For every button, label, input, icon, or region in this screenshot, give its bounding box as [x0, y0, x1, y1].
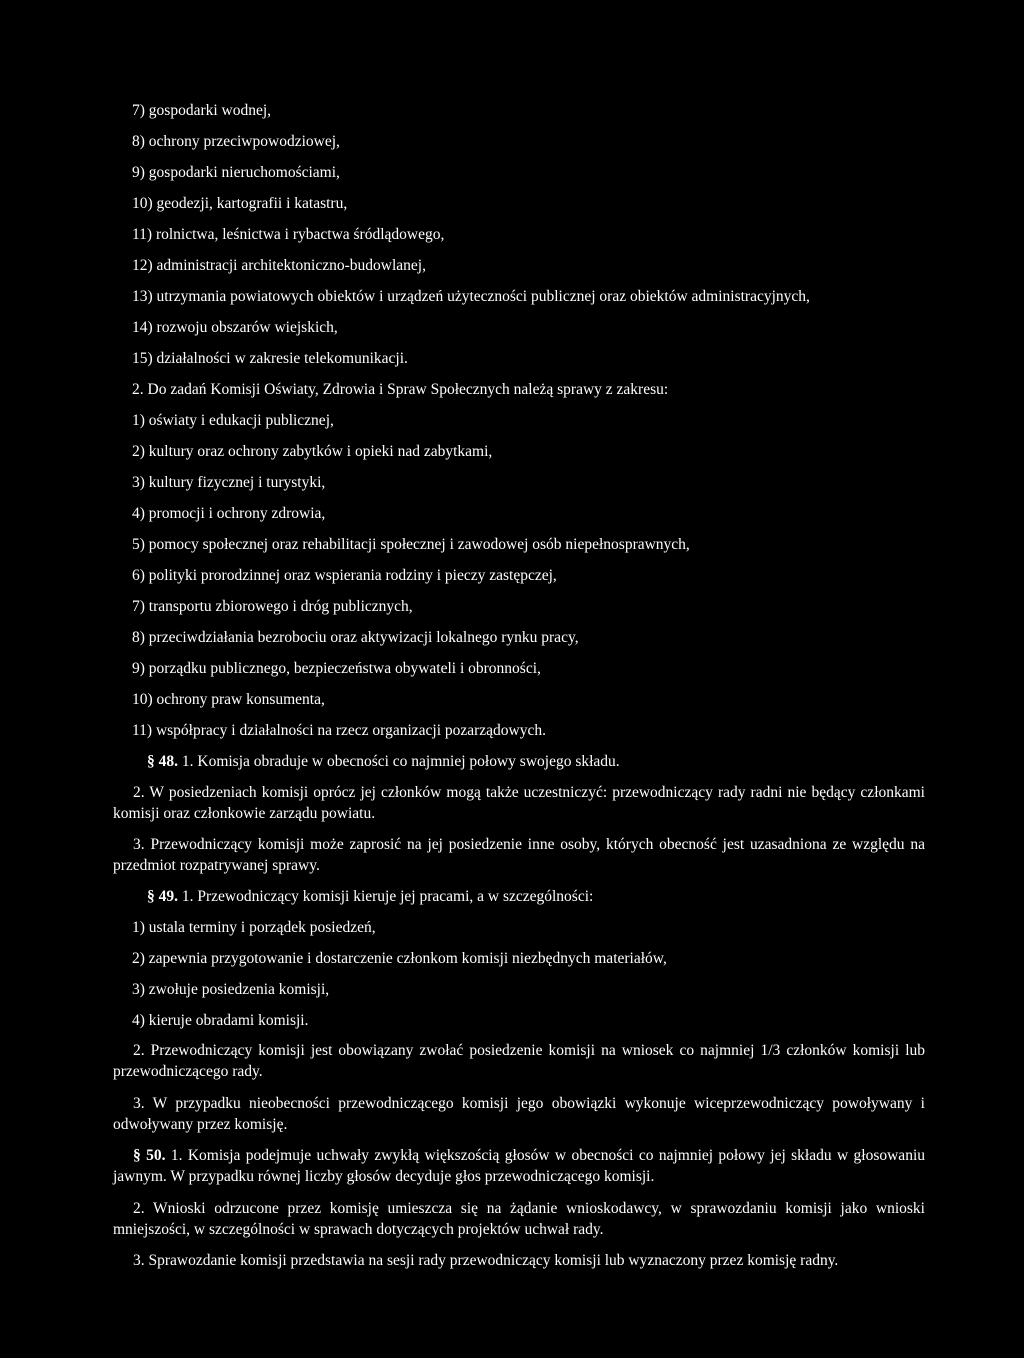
list-item: 1) ustala terminy i porządek posiedzeń,: [132, 919, 376, 936]
paragraph-intro: 2. Do zadań Komisji Oświaty, Zdrowia i Spraw Społecznych należą sprawy z zakresu:: [132, 381, 669, 398]
section-sign: § 49.: [147, 888, 178, 905]
list-item: 10) geodezji, kartografii i katastru,: [132, 195, 348, 212]
list-item: 15) działalności w zakresie telekomunikacji.: [132, 350, 408, 367]
section-50-paragraph-1: [113, 1145, 925, 1187]
list-item: 7) transportu zbiorowego i dróg publicznych,: [132, 598, 413, 615]
list-item: 12) administracji architektoniczno-budowlanej,: [132, 257, 426, 274]
list-item: 9) gospodarki nieruchomościami,: [132, 164, 340, 181]
section-49-paragraph-2: 2. Przewodniczący komisji jest obowiązany zwołać posiedzenie komisji na wniosek co najmniej 1/3 członków komisji lub przewodniczącego rady.: [113, 1042, 925, 1080]
section-48-paragraph-3: 3. Przewodniczący komisji może zaprosić na jej posiedzenie inne osoby, których obecność jest uzasadniona ze względu na przedmiot rozpatrywanej sprawy.: [113, 836, 925, 874]
list-item: 9) porządku publicznego, bezpieczeństwa obywateli i obronności,: [132, 660, 541, 677]
list-item: 10) ochrony praw konsumenta,: [132, 691, 325, 708]
list-item: 7) gospodarki wodnej,: [132, 102, 272, 119]
section-sign: § 50.: [133, 1147, 166, 1164]
list-item: 5) pomocy społecznej oraz rehabilitacji społecznej i zawodowej osób niepełnosprawnych,: [132, 536, 690, 553]
paragraph-text: 1. Komisja obraduje w obecności co najmniej połowy swojego składu.: [178, 753, 620, 770]
list-item: 14) rozwoju obszarów wiejskich,: [132, 319, 338, 336]
section-48-paragraph-1: [147, 753, 620, 771]
list-item: 8) przeciwdziałania bezrobociu oraz aktywizacji lokalnego rynku pracy,: [132, 629, 579, 646]
section-49-paragraph-1: [147, 888, 593, 906]
paragraph-text: 1. Przewodniczący komisji kieruje jej pracami, a w szczególności:: [178, 888, 594, 905]
section-50-paragraph-3: 3. Sprawozdanie komisji przedstawia na sesji rady przewodniczący komisji lub wyznaczony przez komisję radny.: [133, 1252, 839, 1269]
section-sign: § 48.: [147, 753, 178, 770]
list-item: 4) promocji i ochrony zdrowia,: [132, 505, 326, 522]
list-item: 3) kultury fizycznej i turystyki,: [132, 474, 326, 491]
list-item: 4) kieruje obradami komisji.: [132, 1012, 309, 1029]
list-item: 8) ochrony przeciwpowodziowej,: [132, 133, 340, 150]
paragraph-text: 1. Komisja podejmuje uchwały zwykłą większością głosów w obecności co najmniej połowy jej składu w głosowaniu jawnym. W przypadku równej liczby głosów decyduje głos przewodniczącego komisji.: [113, 1147, 925, 1185]
list-item: 1) oświaty i edukacji publicznej,: [132, 412, 334, 429]
list-item: 2) zapewnia przygotowanie i dostarczenie członkom komisji niezbędnych materiałów,: [132, 950, 667, 967]
list-item: 6) polityki prorodzinnej oraz wspierania rodziny i pieczy zastępczej,: [132, 567, 557, 584]
list-item: 11) współpracy i działalności na rzecz organizacji pozarządowych.: [132, 722, 547, 739]
section-49-paragraph-3: 3. W przypadku nieobecności przewodniczącego komisji jego obowiązki wykonuje wiceprzewodniczący powoływany i odwoływany przez komisję.: [113, 1095, 925, 1133]
section-50-paragraph-2: 2. Wnioski odrzucone przez komisję umieszcza się na żądanie wnioskodawcy, w sprawozdaniu komisji jako wnioski mniejszości, w szczególności w sprawach dotyczących projektów uchwał rady.: [113, 1200, 925, 1238]
section-48-paragraph-2: 2. W posiedzeniach komisji oprócz jej członków mogą także uczestniczyć: przewodniczący rady radni nie będący członkami komisji oraz członkowie zarządu powiatu.: [113, 784, 925, 822]
list-item: 2) kultury oraz ochrony zabytków i opieki nad zabytkami,: [132, 443, 493, 460]
list-item: 11) rolnictwa, leśnictwa i rybactwa śródlądowego,: [132, 226, 445, 243]
list-item: 3) zwołuje posiedzenia komisji,: [132, 981, 330, 998]
list-item: 13) utrzymania powiatowych obiektów i urządzeń użyteczności publicznej oraz obiektów administracyjnych,: [132, 288, 810, 305]
